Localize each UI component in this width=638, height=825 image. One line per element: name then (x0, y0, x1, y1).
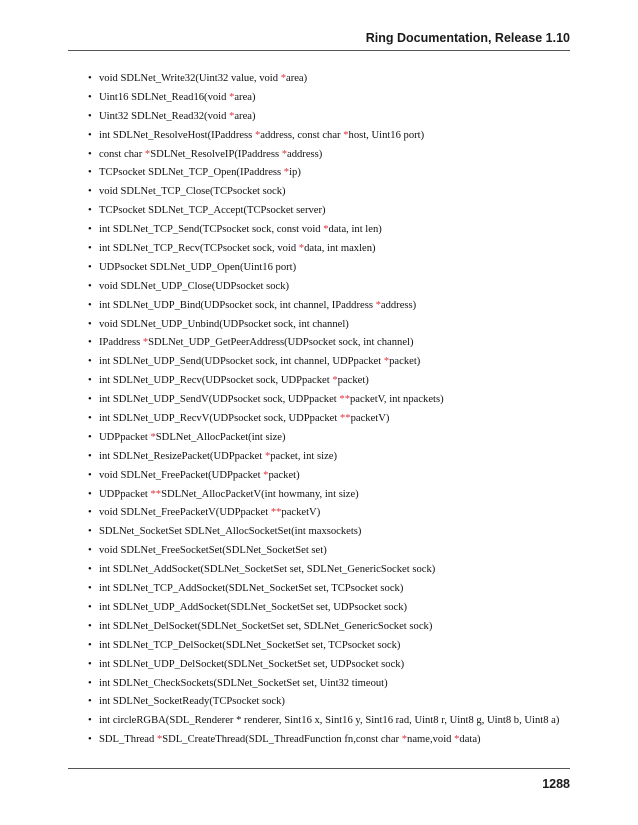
signature-text: SDLNet_UDP_GetPeerAddress(UDPsocket sock, int channel) (148, 337, 414, 349)
list-item (88, 221, 573, 240)
list-item (88, 259, 573, 278)
signature-text: packetV, int npackets) (350, 394, 444, 406)
pointer-marker: * (454, 734, 460, 746)
bullet-icon: • (88, 261, 92, 273)
pointer-marker: * (264, 450, 271, 462)
list-item (88, 391, 573, 410)
signature-text: SDL_CreateThread(SDL_ThreadFunction fn,const char (162, 734, 402, 746)
signature-text: int SDLNet_DelSocket(SDLNet_SocketSet set, SDLNet_GenericSocket sock) (99, 620, 433, 632)
bullet-icon: • (88, 469, 92, 481)
signature-text: SDLNet_AllocPacketV(int howmany, int size) (161, 488, 359, 500)
pointer-marker: * (375, 299, 381, 311)
list-item (88, 542, 573, 561)
signature-text: area) (234, 91, 256, 103)
signature-text: int SDLNet_TCP_Send(TCPsocket sock, const void (99, 224, 324, 236)
bullet-icon: • (88, 734, 92, 746)
signature-text: UDPpacket (99, 488, 151, 500)
signature-text: void SDLNet_UDP_Unbind(UDPsocket sock, int channel) (99, 318, 349, 330)
list-item (88, 146, 573, 165)
list-item (88, 693, 573, 712)
signature-text: host, Uint16 port) (348, 129, 425, 141)
signature-text: UDPpacket (99, 431, 151, 443)
list-item (88, 712, 573, 731)
list-item (88, 70, 573, 89)
signature-text: int SDLNet_UDP_Bind(UDPsocket sock, int channel, IPaddress (99, 299, 376, 311)
signature-text: int SDLNet_UDP_SendV(UDPsocket sock, UDPpacket (99, 394, 340, 406)
list-item (88, 202, 573, 221)
signature-text: void SDLNet_FreePacketV(UDPpacket (99, 507, 271, 519)
signature-text: int SDLNet_UDP_Recv(UDPsocket sock, UDPpacket (99, 375, 333, 387)
bullet-icon: • (88, 129, 92, 141)
bullet-icon: • (88, 318, 92, 330)
list-item (88, 353, 573, 372)
signature-text: data, int maxlen) (304, 243, 376, 255)
bullet-icon: • (88, 431, 92, 443)
bullet-icon: • (88, 639, 92, 651)
list-item (88, 561, 573, 580)
signature-text: const char (99, 148, 145, 160)
signature-text: int SDLNet_UDP_RecvV(UDPsocket sock, UDPpacket (99, 413, 340, 425)
signature-text: packet) (337, 375, 369, 387)
bullet-icon: • (88, 167, 92, 179)
signature-text: void SDLNet_TCP_Close(TCPsocket sock) (99, 186, 286, 198)
list-item (88, 89, 573, 108)
bullet-icon: • (88, 658, 92, 670)
bullet-icon: • (88, 337, 92, 349)
signature-text: UDPsocket SDLNet_UDP_Open(Uint16 port) (99, 261, 297, 273)
bullet-icon: • (88, 91, 92, 103)
signature-text: SDLNet_ResolveIP(IPaddress (150, 148, 282, 160)
signature-text: int SDLNet_CheckSockets(SDLNet_SocketSet set, Uint32 timeout) (99, 677, 388, 689)
page-header-title: Ring Documentation, Release 1.10 (365, 31, 570, 45)
list-item (88, 164, 573, 183)
pointer-marker: ** (339, 413, 351, 425)
signature-text: int SDLNet_UDP_Send(UDPsocket sock, int channel, UDPpacket (99, 356, 384, 368)
list-item (88, 297, 573, 316)
pointer-marker: ** (150, 488, 162, 500)
list-item (88, 731, 573, 750)
list-item (88, 448, 573, 467)
pointer-marker: * (142, 337, 149, 349)
bullet-icon: • (88, 488, 92, 500)
list-item (88, 240, 573, 259)
bullet-icon: • (88, 583, 92, 595)
list-item (88, 637, 573, 656)
signature-text: address, const char (260, 129, 344, 141)
signature-text: packet) (389, 356, 421, 368)
pointer-marker: * (150, 431, 156, 443)
list-item (88, 316, 573, 335)
signature-text: address) (287, 148, 323, 160)
signature-text: area) (234, 110, 256, 122)
signature-text: int circleRGBA(SDL_Renderer * renderer, Sint16 x, Sint16 y, Sint16 rad, Uint8 r, Uint8 g, Uint8 b, Uint8 a) (99, 715, 560, 727)
signature-text: int SDLNet_SocketReady(TCPsocket sock) (99, 696, 285, 708)
list-item (88, 127, 573, 146)
signature-text: packetV) (281, 507, 321, 519)
signature-text: address) (380, 299, 417, 311)
bullet-icon: • (88, 186, 92, 198)
pointer-marker: * (283, 167, 290, 179)
bullet-icon: • (88, 148, 92, 160)
signature-text: int SDLNet_AddSocket(SDLNet_SocketSet set, SDLNet_GenericSocket sock) (99, 564, 436, 576)
bullet-icon: • (88, 375, 92, 387)
bullet-icon: • (88, 677, 92, 689)
list-item (88, 523, 573, 542)
signature-text: int SDLNet_TCP_DelSocket(SDLNet_SocketSet set, TCPsocket sock) (99, 639, 401, 651)
signature-text: int SDLNet_TCP_AddSocket(SDLNet_SocketSet set, TCPsocket sock) (99, 583, 404, 595)
pointer-marker: * (383, 356, 390, 368)
signature-text: int SDLNet_UDP_DelSocket(SDLNet_SocketSet set, UDPsocket sock) (99, 658, 405, 670)
list-item (88, 429, 573, 448)
bullet-icon: • (88, 507, 92, 519)
list-item (88, 675, 573, 694)
pointer-marker: * (332, 375, 338, 387)
signature-text: packetV) (350, 413, 390, 425)
signature-text: Uint16 SDLNet_Read16(void (99, 91, 230, 103)
pointer-marker: * (298, 243, 305, 255)
signature-text: void SDLNet_FreeSocketSet(SDLNet_SocketSet set) (99, 545, 327, 557)
pointer-marker: * (343, 129, 349, 141)
pointer-marker: * (229, 110, 235, 122)
pointer-marker: * (156, 734, 163, 746)
signature-text: ip) (289, 167, 301, 179)
bullet-icon: • (88, 280, 92, 292)
pointer-marker: ** (270, 507, 282, 519)
list-item (88, 486, 573, 505)
signature-text: void SDLNet_UDP_Close(UDPsocket sock) (99, 280, 290, 292)
header-divider (68, 50, 570, 51)
signature-text: TCPsocket SDLNet_TCP_Accept(TCPsocket server) (99, 205, 326, 217)
bullet-icon: • (88, 715, 92, 727)
list-item (88, 372, 573, 391)
pointer-marker: * (281, 148, 288, 160)
pointer-marker: * (144, 148, 151, 160)
signature-text: packet, int size) (270, 450, 338, 462)
list-item (88, 580, 573, 599)
bullet-icon: • (88, 394, 92, 406)
list-item (88, 467, 573, 486)
signature-text: SDL_Thread (99, 734, 157, 746)
bullet-icon: • (88, 545, 92, 557)
pointer-marker: * (263, 469, 269, 481)
pointer-marker: * (254, 129, 261, 141)
list-item (88, 334, 573, 353)
bullet-icon: • (88, 413, 92, 425)
list-item (88, 504, 573, 523)
signature-text: int SDLNet_ResizePacket(UDPpacket (99, 450, 265, 462)
signature-text: SDLNet_AllocPacket(int size) (155, 431, 286, 443)
function-list (88, 70, 573, 750)
list-item (88, 656, 573, 675)
list-item (88, 599, 573, 618)
bullet-icon: • (88, 299, 92, 311)
signature-text: int SDLNet_TCP_Recv(TCPsocket sock, void (99, 243, 299, 255)
signature-text: data, int len) (328, 224, 382, 236)
page-number: 1288 (542, 777, 570, 791)
signature-text: area) (286, 73, 308, 84)
signature-text: void SDLNet_Write32(Uint32 value, void (99, 73, 281, 84)
bullet-icon: • (88, 620, 92, 632)
bullet-icon: • (88, 601, 92, 613)
pointer-marker: * (280, 73, 286, 84)
list-item (88, 108, 573, 127)
pointer-marker: * (401, 734, 408, 746)
bullet-icon: • (88, 526, 92, 538)
signature-text: TCPsocket SDLNet_TCP_Open(IPaddress (99, 167, 284, 179)
list-item (88, 183, 573, 202)
signature-text: name,void (407, 734, 455, 746)
bullet-icon: • (88, 73, 92, 84)
signature-text: data) (459, 734, 481, 746)
signature-text: int SDLNet_UDP_AddSocket(SDLNet_SocketSet set, UDPsocket sock) (99, 601, 408, 613)
bullet-icon: • (88, 356, 92, 368)
bullet-icon: • (88, 205, 92, 217)
list-item (88, 618, 573, 637)
signature-text: packet) (268, 469, 300, 481)
pointer-marker: * (323, 224, 329, 236)
bullet-icon: • (88, 110, 92, 122)
signature-text: void SDLNet_FreePacket(UDPpacket (99, 469, 264, 481)
bullet-icon: • (88, 450, 92, 462)
signature-text: Uint32 SDLNet_Read32(void (99, 110, 230, 122)
pointer-marker: ** (339, 394, 350, 406)
signature-text: int SDLNet_ResolveHost(IPaddress (99, 129, 255, 141)
footer-divider (68, 768, 570, 769)
list-item (88, 410, 573, 429)
bullet-icon: • (88, 224, 92, 236)
signature-text: IPaddress (99, 337, 143, 349)
bullet-icon: • (88, 696, 92, 708)
pointer-marker: * (229, 91, 235, 103)
bullet-icon: • (88, 564, 92, 576)
signature-text: SDLNet_SocketSet SDLNet_AllocSocketSet(int maxsockets) (99, 526, 362, 538)
list-item (88, 278, 573, 297)
bullet-icon: • (88, 243, 92, 255)
